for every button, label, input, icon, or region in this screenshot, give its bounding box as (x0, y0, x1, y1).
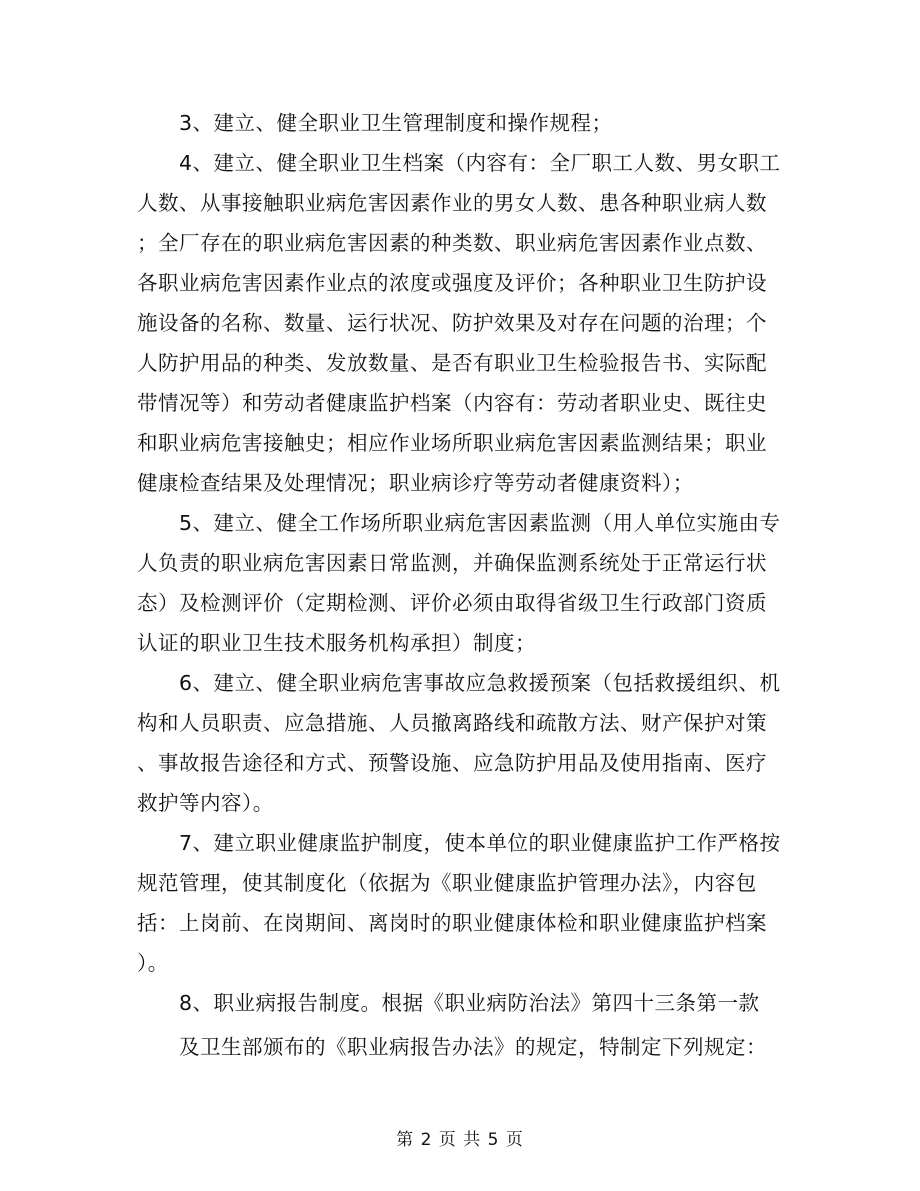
text-line: 6、建立、健全职业病危害事故应急救援预案（包括救援组织、机 (179, 671, 781, 695)
text-line: 人防护用品的种类、发放数量、是否有职业卫生检验报告书、实际配 (137, 351, 767, 375)
text-line: 人数、从事接触职业病危害因素作业的男女人数、患各种职业病人数 (137, 191, 767, 215)
text-line: 规范管理，使其制度化（依据为《职业健康监护管理办法》，内容包 (137, 871, 757, 895)
text-line: 带情况等）和劳动者健康监护档案（内容有：劳动者职业史、既往史 (137, 391, 767, 415)
text-line: 人负责的职业病危害因素日常监测，并确保监测系统处于正常运行状 (137, 551, 767, 575)
text-line: 括：上岗前、在岗期间、离岗时的职业健康体检和职业健康监护档案 (137, 911, 767, 935)
text-line: 各职业病危害因素作业点的浓度或强度及评价；各种职业卫生防护设 (137, 271, 767, 295)
text-line: 认证的职业卫生技术服务机构承担）制度； (137, 631, 536, 655)
text-line: 8、职业病报告制度。根据《职业病防治法》第四十三条第一款 (179, 991, 760, 1015)
text-line: 3、建立、健全职业卫生管理制度和操作规程； (179, 111, 613, 135)
text-line: 健康检查结果及处理情况；职业病诊疗等劳动者健康资料）； (137, 471, 694, 495)
text-line: 及卫生部颁布的《职业病报告办法》的规定，特制定下列规定： (179, 1035, 767, 1059)
text-line: 救护等内容）。 (137, 791, 274, 815)
page-number-footer: 第 2 页 共 5 页 (396, 1130, 524, 1150)
text-line: 4、建立、健全职业卫生档案（内容有：全厂职工人数、男女职工 (179, 151, 781, 175)
text-line: 和职业病危害接触史；相应作业场所职业病危害因素监测结果；职业 (137, 431, 767, 455)
text-line: 、事故报告途径和方式、预警设施、应急防护用品及使用指南、医疗 (137, 751, 767, 775)
text-line: 构和人员职责、应急措施、人员撤离路线和疏散方法、财产保护对策 (137, 711, 767, 735)
text-line: 态）及检测评价（定期检测、评价必须由取得省级卫生行政部门资质 (137, 591, 767, 615)
text-line: 7、建立职业健康监护制度，使本单位的职业健康监护工作严格按 (179, 831, 781, 855)
text-line: ）。 (137, 951, 169, 975)
text-line: ；全厂存在的职业病危害因素的种类数、职业病危害因素作业点数、 (137, 231, 767, 255)
text-line: 5、建立、健全工作场所职业病危害因素监测（用人单位实施由专 (179, 511, 781, 535)
text-line: 施设备的名称、数量、运行状况、防护效果及对存在问题的治理；个 (137, 311, 767, 335)
